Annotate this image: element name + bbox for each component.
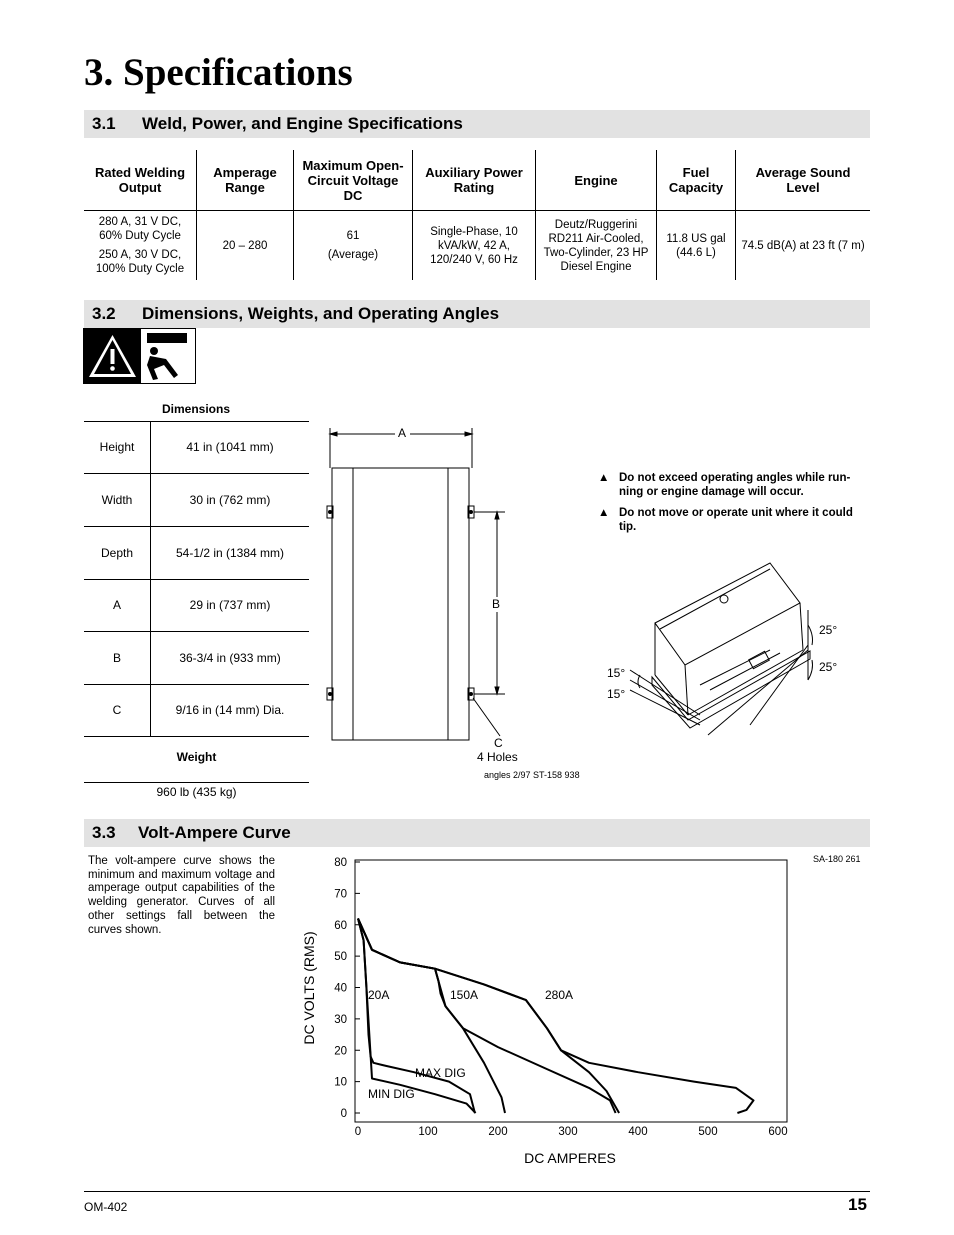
annotation-150a: 150A <box>450 988 479 1002</box>
y-tick-label: 80 <box>334 857 347 869</box>
warning-line: tip. <box>619 521 637 533</box>
angle-25-bottom: 25° <box>819 660 838 674</box>
y-tick-label: 40 <box>334 982 347 995</box>
y-tick-label: 60 <box>334 919 347 932</box>
section-header-3-1 <box>84 110 870 138</box>
hazard-symbol <box>83 328 196 384</box>
col-header: Average Sound Level <box>736 150 871 211</box>
footer-rule <box>84 1191 870 1192</box>
dim-label: Height <box>84 421 151 473</box>
curve-150a <box>358 919 505 1114</box>
section-number: 3.1 <box>92 114 116 133</box>
tip-hazard-icon <box>84 329 195 383</box>
aux-power: Single-Phase, 10 kVA/kW, 42 A, 120/240 V, 60 Hz <box>413 211 536 281</box>
va-description: The volt-ampere curve shows the minimum and maximum voltage and amperage output capabilities of the welding generator. Curves of all other settings fall between the curves shown. <box>88 855 275 936</box>
ocv-value: 61 <box>346 230 360 242</box>
warning-text <box>619 506 864 534</box>
col-header: Amperage Range <box>197 150 294 211</box>
page-number: 15 <box>848 1195 867 1214</box>
fuel-capacity: 11.8 US gal (44.6 L) <box>657 211 736 281</box>
dimensions-row <box>84 579 309 632</box>
dimensions-row <box>84 421 309 474</box>
x-tick-label: 600 <box>768 1126 788 1138</box>
y-tick-label: 50 <box>334 951 347 964</box>
dim-label-c: C <box>494 736 503 750</box>
spec-table <box>84 150 870 280</box>
col-header: Rated Welding Output <box>84 150 197 211</box>
section-title: Weld, Power, and Engine Specifications <box>142 114 463 133</box>
annotation-280a: 280A <box>545 988 574 1002</box>
dim-label: C <box>84 684 151 736</box>
volt-ampere-chart <box>290 850 850 1180</box>
col-header: Maximum Open-Circuit Voltage DC <box>294 150 413 211</box>
dim-value: 29 in (737 mm) <box>189 598 271 612</box>
dimensions-row <box>84 684 309 737</box>
x-tick-label: 400 <box>628 1126 648 1138</box>
col-header: Engine <box>536 150 657 211</box>
spec-table-row <box>84 211 870 281</box>
dim-label-a: A <box>398 426 407 440</box>
section-number: 3.3 <box>92 823 116 842</box>
warning-icon: ▲ <box>598 472 610 484</box>
y-tick-label: 10 <box>334 1076 347 1089</box>
angle-15-top: 15° <box>607 666 626 680</box>
section-title: Dimensions, Weights, and Operating Angles <box>142 304 500 323</box>
dimensions-row <box>84 474 309 527</box>
dim-label: A <box>84 579 151 631</box>
annotation-min-dig: MIN DIG <box>368 1087 415 1101</box>
y-tick-label: 20 <box>334 1045 347 1058</box>
dimensions-heading: Dimensions <box>162 402 231 416</box>
section-header-3-3 <box>84 819 870 847</box>
spec-table-header <box>84 150 870 211</box>
dim-value: 30 in (762 mm) <box>189 493 271 507</box>
rated-output-cell <box>84 211 197 281</box>
dim-label: B <box>84 632 151 684</box>
section-title: Volt-Ampere Curve <box>138 823 291 842</box>
warning-icon: ▲ <box>598 507 610 519</box>
y-tick-label: 0 <box>340 1108 347 1120</box>
x-tick-label: 100 <box>418 1126 438 1138</box>
amperage-range: 20 – 280 <box>197 211 294 281</box>
x-tick-label: 0 <box>354 1126 362 1138</box>
dim-value: 9/16 in (14 mm) Dia. <box>175 703 285 717</box>
warning-line: ning or engine damage will occur. <box>619 486 804 498</box>
dimensions-row <box>84 632 309 685</box>
drawing-reference: angles 2/97 ST-158 938 <box>484 770 580 780</box>
y-axis-ticks <box>334 857 360 1120</box>
base-dimension-drawing <box>320 420 520 760</box>
x-tick-label: 500 <box>698 1126 718 1138</box>
page-title: 3. Specifications <box>84 51 353 94</box>
y-tick-label: 70 <box>334 888 347 901</box>
warning-line: Do not exceed operating angles while run- <box>619 472 851 484</box>
dim-label: Width <box>84 474 151 526</box>
dimensions-row <box>84 527 309 580</box>
dim-label-b: B <box>492 597 501 611</box>
annotation-20a: 20A <box>368 988 390 1002</box>
engine: Deutz/Ruggerini RD211 Air-Cooled, Two-Cylinder, 23 HP Diesel Engine <box>536 211 657 281</box>
x-tick-label: 200 <box>488 1126 508 1138</box>
dim-value: 54-1/2 in (1384 mm) <box>175 546 285 560</box>
weight-rule <box>84 782 309 783</box>
angle-25-top: 25° <box>819 623 838 637</box>
x-tick-label: 300 <box>558 1126 578 1138</box>
col-header: Auxiliary Power Rating <box>413 150 536 211</box>
warning-line: Do not move or operate unit where it could <box>619 507 853 519</box>
weight-value: 960 lb (435 kg) <box>156 785 237 799</box>
dim-value: 41 in (1041 mm) <box>186 440 274 454</box>
warning-text <box>619 471 864 499</box>
ocv-cell <box>294 211 413 281</box>
weight-heading: Weight <box>176 750 217 764</box>
document-code: OM-402 <box>84 1200 128 1214</box>
col-header: Fuel Capacity <box>657 150 736 211</box>
section-number: 3.2 <box>92 304 116 323</box>
y-tick-label: 30 <box>334 1013 347 1026</box>
x-axis-ticks <box>355 1126 788 1138</box>
curves <box>358 919 754 1114</box>
rated-output-1: 280 A, 31 V DC, 60% Duty Cycle <box>98 216 182 242</box>
ocv-note: (Average) <box>327 249 379 261</box>
sound-level: 74.5 dB(A) at 23 ft (7 m) <box>736 211 871 281</box>
x-axis-label: DC AMPERES <box>524 1150 616 1166</box>
curve-max-envelope <box>358 919 754 1114</box>
curve-min-dig <box>358 919 479 1114</box>
y-axis-label: DC VOLTS (RMS) <box>301 931 317 1045</box>
dim-value: 36-3/4 in (933 mm) <box>179 651 281 665</box>
holes-label: 4 Holes <box>477 750 518 764</box>
angle-15-bottom: 15° <box>607 687 626 701</box>
operating-angles-drawing <box>600 555 860 740</box>
section-header-3-2 <box>84 300 870 328</box>
annotation-max-dig: MAX DIG <box>415 1066 466 1080</box>
curve-20a <box>358 919 475 1114</box>
dim-label: Depth <box>84 527 151 579</box>
rated-output-2: 250 A, 30 V DC, 100% Duty Cycle <box>95 249 185 275</box>
va-reference: SA-180 261 <box>813 854 861 864</box>
